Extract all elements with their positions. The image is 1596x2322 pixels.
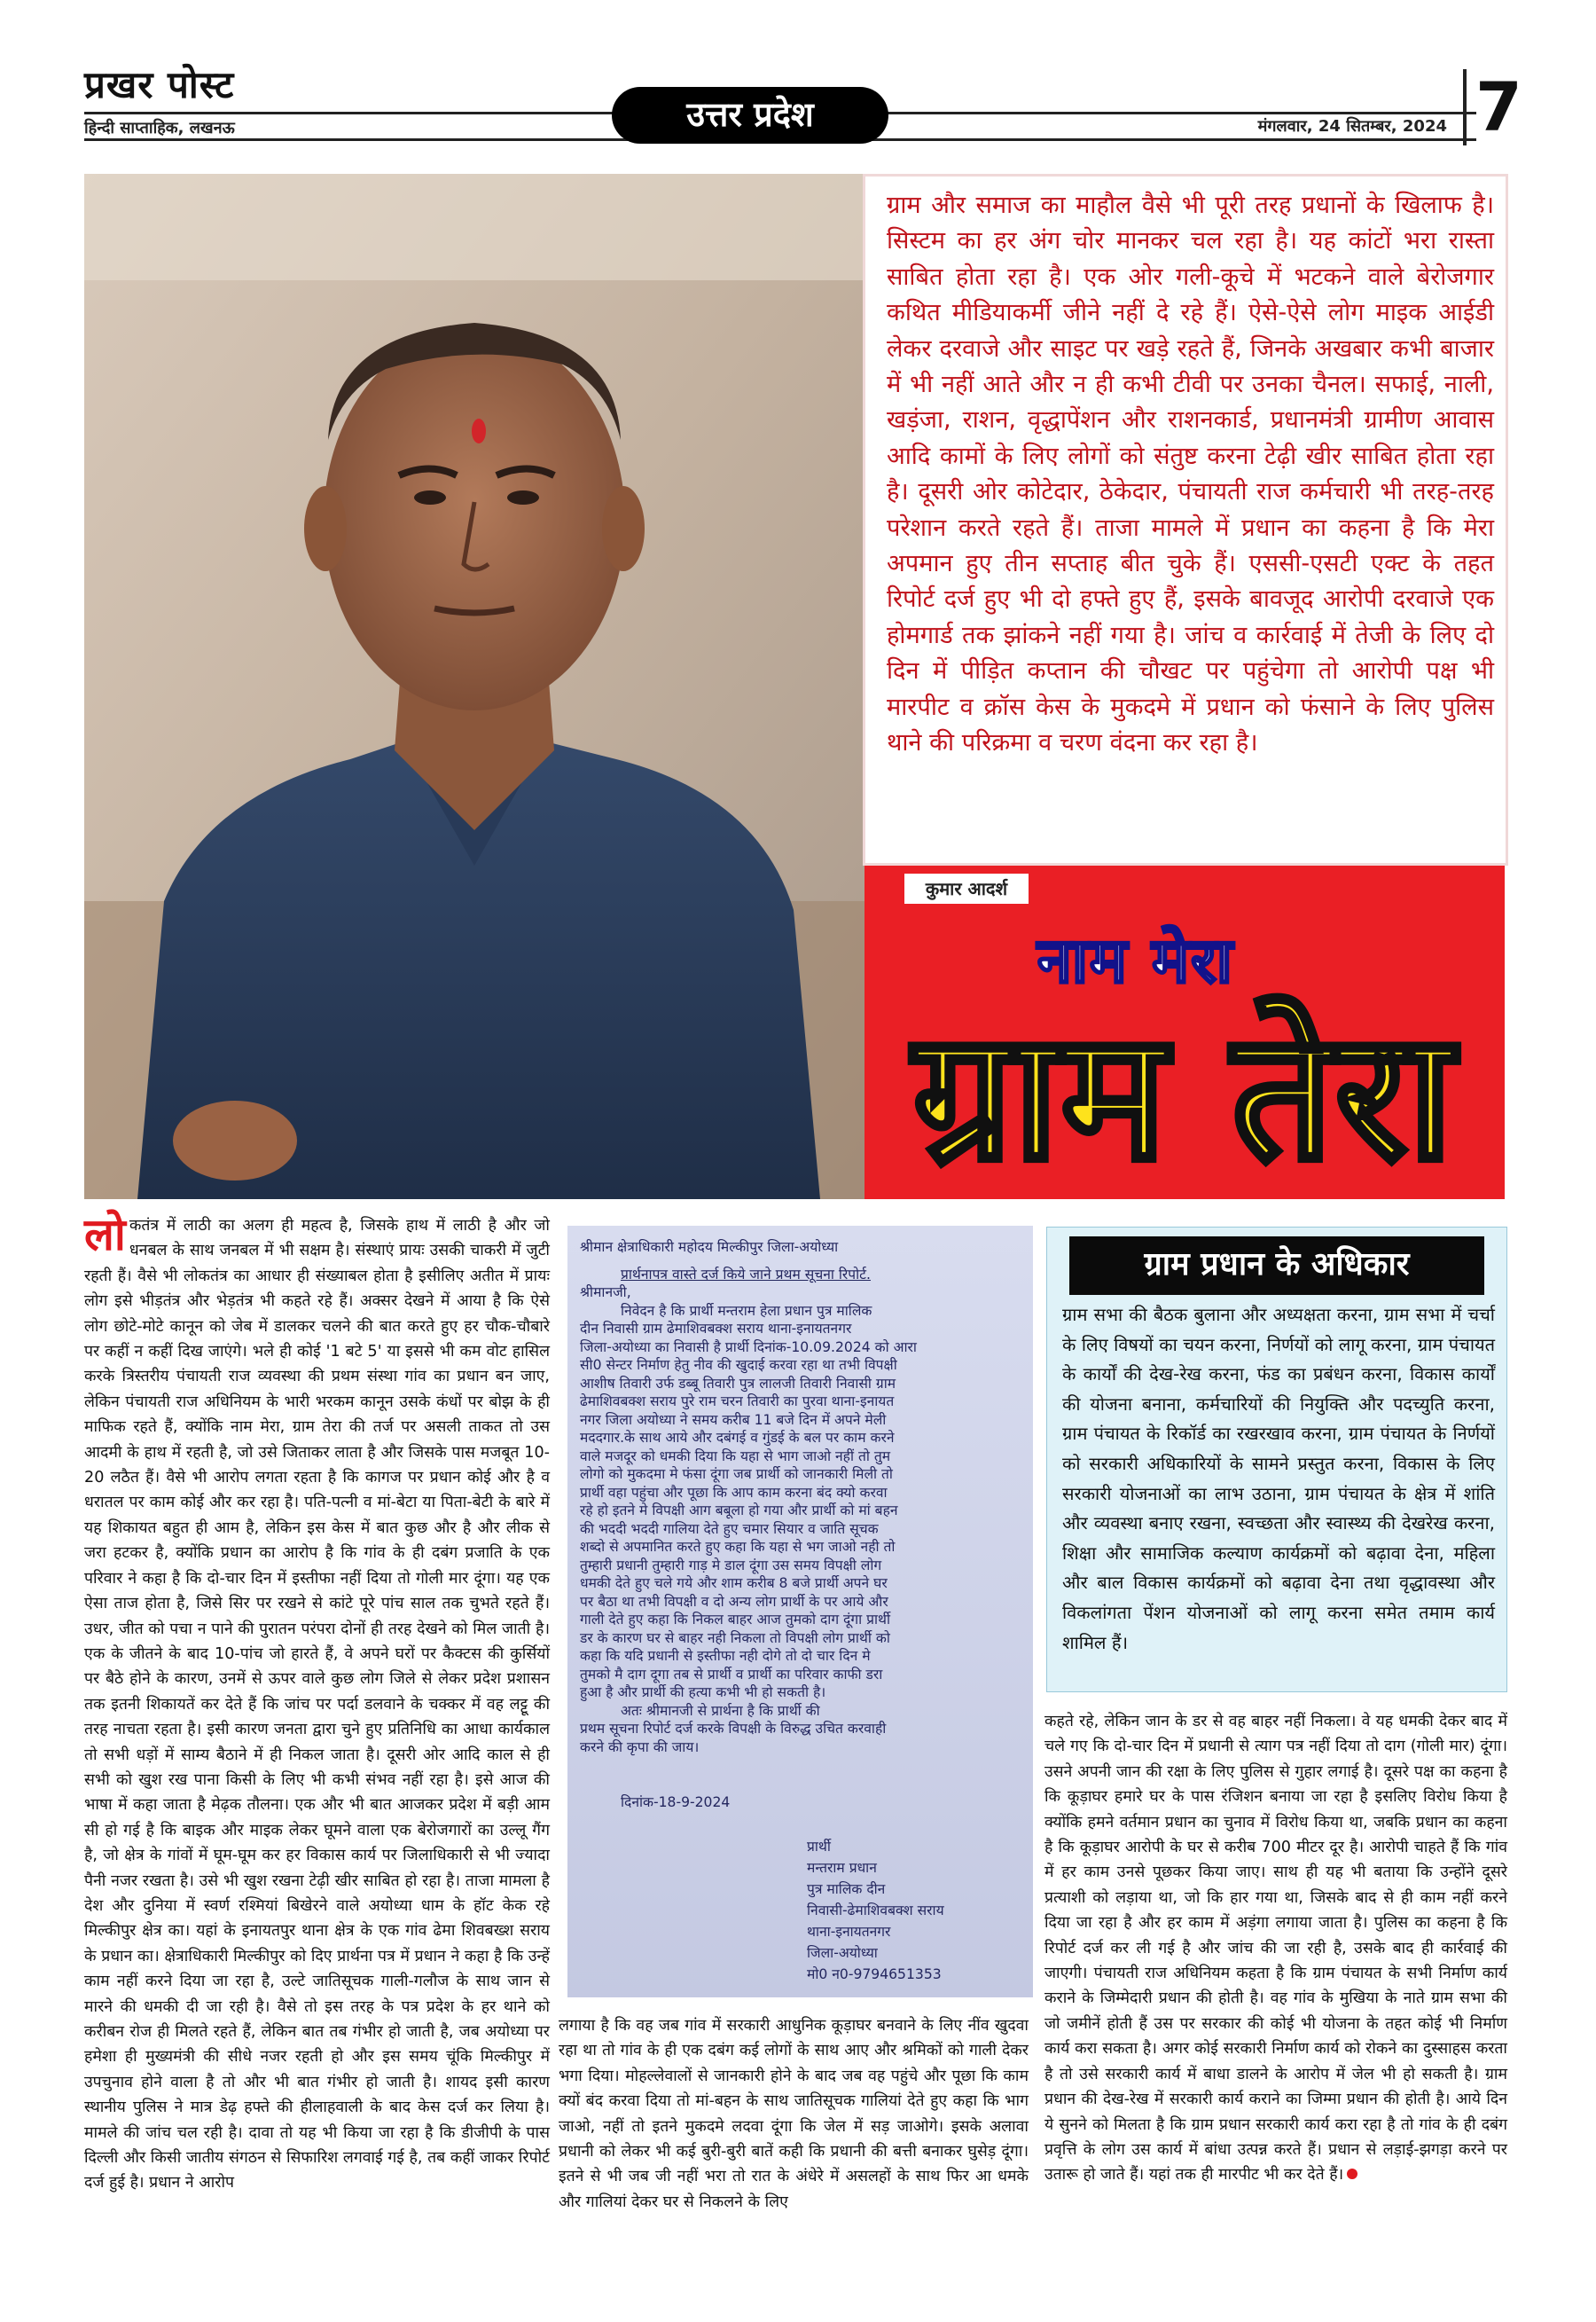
letter-line: दीन निवासी ग्राम ढेमाशिवबक्श सराय थाना-इनायतनगर [580, 1321, 852, 1337]
portrait-photo [84, 174, 864, 1199]
letter-line: डर के कारण घर से बाहर नही निकला तो विपक्षी लोग प्रार्थी को [580, 1629, 890, 1646]
letter-line: प्रथम सूचना रिपोर्ट दर्ज करके विपक्षी के विरुद्ध उचित करवाही [580, 1721, 887, 1737]
rights-heading: ग्राम प्रधान के अधिकार [1069, 1236, 1484, 1295]
letter-line: अतः श्रीमानजी से प्रार्थना है कि प्रार्थी की [621, 1702, 820, 1719]
article-right-text: कहते रहे, लेकिन जान के डर से वह बाहर नहीं निकला। वे यह धमकी देकर बाद में चले गए कि दो-चार दिन में प्रधानी से त्याग पत्र नहीं दिया तो दाग (गोली मार) दूंगा। उसने अपनी जान की रक्षा के लिए पुलिस से गुहार लगाई है। दूसरे पक्ष का कहना है कि कूड़ाघर हमारे घर के पास रंजिशन बनाया जा रहा है इसलिए विरोध किया है क्योंकि हमने वर्तमान प्रधान का चुनाव में विरोध किया था, जबकि प्रधान का कहना है कि कूड़ाघर आरोपी के घर से करीब 700 मीटर दूर है। आरोपी चाहते हैं कि गांव में हर काम उनसे पूछकर किया जाए। साथ ही यह भी बताया कि उन्होंने दूसरे प्रत्याशी को लड़ाया था, जो कि हार गया था, जिसके बाद से ही काम नहीं करने दिया जा रहा है और हर काम में अड़ंगा लगाया जाता है। पुलिस का कहना है कि रिपोर्ट दर्ज कर ली गई है और जांच की जा रही है, उसके बाद ही कार्रवाई की जाएगी। पंचायती राज अधिनियम कहता है कि ग्राम पंचायत के सभी निर्माण कार्य कराने के जिम्मेदारी प्रधान की होती है। वह गांव के मुखिया के नाते ग्राम सभा की जो जमीनें होती हैं उस पर सरकार की कोई भी योजना के तहत कोई भी निर्माण कार्य करा सकता है। अगर कोई सरकारी निर्माण कार्य को रोकने का दुस्साहस करता है तो उसे सरकारी कार्य में बाधा डालने के आरोप में जेल भी हो सकती है। ग्राम प्रधान की देख-रेख में सरकारी कार्य कराने का जिम्मा प्रधान की होती है। आये दिन ये सुनने को मिलता है कि ग्राम प्रधान सरकारी कार्य करा रहा है तो गांव के ही दबंग प्रवृत्ति के लोग उस कार्य में बांधा उत्पन्न करते हैं। प्रधान से लड़ाई-झगड़ा करने पर उतारू हो जाते हैं। यहां तक ही मारपीट भी कर देते हैं। [1044, 1713, 1507, 2185]
headline-kicker: नाम मेरा [1037, 924, 1234, 997]
letter-line: पर बैठा था तभी विपक्षी व दो अन्य लोग प्रार्थी के पर आये और [580, 1593, 888, 1610]
letter-line: धमकी देते हुए चले गये और शाम करीब 8 बजे प्रार्थी अपने घर [580, 1575, 888, 1591]
letter-line: प्रार्थनापत्र वास्ते दर्ज किये जाने प्रथम सूचना रिपोर्ट. [621, 1266, 871, 1283]
letter-line: श्रीमानजी, [580, 1284, 631, 1300]
intro-paragraph: ग्राम और समाज का माहौल वैसे भी पूरी तरह प्रधानों के खिलाफ है। सिस्टम का हर अंग चोर मानकर चल रहा है। यह कांटों भरा रास्ता साबित होता रहा है। एक ओर गली-कूचे में भटकने वाले बेरोजगार कथित मीडियाकर्मी जीने नहीं दे रहे हैं। ऐसे-ऐसे लोग माइक आईडी लेकर दरवाजे और साइट पर खड़े रहते हैं, जिनके अखबार कभी बाजार में भी नहीं आते और न ही कभी टीवी पर उनका चैनल। सफाई, नाली, खड़ंजा, राशन, वृद्धापेंशन और राशनकार्ड, प्रधानमंत्री ग्रामीण आवास आदि कामों के लिए लोगों को संतुष्ट करना टेढ़ी खीर साबित होता रहा है। दूसरी ओर कोटेदार, ठेकेदार, पंचायती राज कर्मचारी भी तरह-तरह परेशान करते रहते हैं। ताजा मामले में प्रधान का कहना है कि मेरा अपमान हुए तीन सप्ताह बीत चुके हैं। एससी-एसटी एक्ट के तहत रिपोर्ट दर्ज हुए भी दो हफ्ते हुए हैं, इसके बावजूद आरोपी दरवाजे एक होमगार्ड तक झांकने नहीं गया है। जांच व कार्रवाई में तेजी के लिए दो दिन में पीड़ित कप्तान की चौखट पर पहुंचेगा तो आरोपी पक्ष भी मारपीट व क्रॉस केस के मुकदमे में प्रधान को फंसाने के लिए पुलिस थाने की परिक्रमा व चरण वंदना कर रहा है। [887, 192, 1494, 757]
letter-line: गाली देते हुए कहा कि निकल बाहर आज तुमको दाग दूंगा प्रार्थी [580, 1612, 891, 1628]
issue-date: मंगलवार, 24 सितम्बर, 2024 [1257, 117, 1447, 136]
rights-text: ग्राम सभा की बैठक बुलाना और अध्यक्षता करना, ग्राम सभा में चर्चा के लिए विषयों का चयन करना, निर्णयों को लागू करना, ग्राम पंचायत के कार्यों की देख-रेख करना, फंड का प्रबंधन करना, विकास कार्यों की योजना बनाना, कर्मचारियों की नियुक्ति और पदच्युति करना, ग्राम पंचायत के रिकॉर्ड का रखरखाव करना, ग्राम पंचायत के निर्णयों को सरकारी अधिकारियों के सामने प्रस्तुत करना, विकास के लिए सरकारी योजनाओं का लाभ उठाना, ग्राम पंचायत के क्षेत्र में शांति और व्यवस्था बनाए रखना, स्वच्छता और स्वास्थ्य की देखरेख करना, शिक्षा और सामाजिक कल्याण कार्यक्रमों को बढ़ावा देना, महिला और बाल विकास कार्यक्रमों को बढ़ावा देना तथा वृद्धावस्था और विकलांगता पेंशन योजनाओं को लागू करना समेत तमाम कार्य शामिल हैं। [1062, 1304, 1495, 1653]
newspaper-subtitle: हिन्दी साप्ताहिक, लखनऊ [84, 119, 235, 137]
page-number: 7 [1463, 69, 1522, 145]
letter-line: रहे हो इतने मे विपक्षी आग बबूला हो गया और प्रार्थी को मां बहन [580, 1502, 898, 1518]
letter-signature-line: प्रार्थी [807, 1839, 831, 1855]
letter-signature-line: मो0 न0-9794651353 [807, 1966, 942, 1982]
letter-line: वाले मजदूर को धमकी दिया कि यहा से भाग जाओ नहीं तो तुम [580, 1447, 891, 1464]
masthead [0, 0, 1596, 146]
letter-line: की भददी भददी गालिया देते हुए चमार सियार व जाति सूचक [580, 1520, 879, 1537]
letter-line: हुआ है और प्रार्थी की हत्या कभी भी हो सकती है। [580, 1684, 826, 1700]
letter-line: निवेदन है कि प्रार्थी मन्तराम हेला प्रधान पुत्र मालिक [621, 1302, 872, 1319]
byline: कुमार आदर्श [904, 874, 1029, 904]
letter-line: जिला-अयोध्या का निवासी है प्रार्थी दिनांक-10.09.2024 को आरा [580, 1338, 917, 1355]
letter-signature-line: थाना-इनायतनगर [807, 1924, 891, 1940]
letter-line: तुम्हारी प्रधानी तुम्हारी गाड़ मे डाल दूंगा उस समय विपक्षी लोग [580, 1557, 882, 1573]
letter-date: दिनांक-18-9-2024 [621, 1794, 731, 1810]
newspaper-name: प्रखर पोस्ट [84, 63, 235, 106]
letter-signature-line: पुत्र मालिक दीन [807, 1881, 886, 1897]
letter-signature-line: जिला-अयोध्या [807, 1945, 878, 1961]
letter-line: मददगार.के साथ आये और दबंगई व गुंडई के बल पर काम करने [580, 1430, 895, 1446]
letter-line: प्रार्थी वहा पहुंचा और पूछा कि आप काम करना बंद क्यो करवा [580, 1484, 888, 1501]
letter-line: लोगो को मुकदमा मे फंसा दूंगा जब प्रार्थी को जानकारी मिली तो [580, 1466, 893, 1482]
headline-main: ग्राम तेरा [912, 993, 1456, 1200]
article-column-left [84, 1209, 550, 2196]
article-column-right [1044, 1709, 1507, 2188]
complaint-letter-image [567, 1226, 1033, 1997]
letter-line: सी0 सेन्टर निर्माण हेतु नीव की खुदाई करवा रहा था तभी विपक्षी [580, 1357, 897, 1373]
letter-line: श्रीमान क्षेत्राधिकारी महोदय मिल्कीपुर जिला-अयोध्या [580, 1239, 839, 1255]
section-label: उत्तर प्रदेश [612, 87, 888, 144]
article-column-middle: लगाया है कि वह जब गांव में सरकारी आधुनिक कूड़ाघर बनवाने के लिए नींव खुदवा रहा था तो गांव के ही एक दबंग कई लोगों के साथ आए और श्रमिकों को गाली देकर भगा दिया। मोहल्लेवालों से जानकारी होने के बाद जब वह पहुंचे और पूछा कि काम क्यों बंद करवा दिया तो मां-बहन के साथ जातिसूचक गालियां देते हुए कहा कि भाग जाओ, नहीं तो इतने मुकदमे लदवा दूंगा कि जेल में सड़ जाओगे। इसके अलावा प्रधानी को लेकर भी कई बुरी-बुरी बातें कही कि प्रधानी की बत्ती बनाकर घुसेड़ दूंगा। इतने से भी जब जी नहीं भरा तो रात के अंधेरे में असलहों के साथ फिर आ धमके और गालियां देकर घर से निकलने के लिए [559, 2017, 1029, 2211]
portrait-icon [84, 174, 864, 1199]
letter-line: कहा कि यदि प्रधानी से इस्तीफा नही दोगे तो दो चार दिन मे [580, 1648, 871, 1664]
article-left-text: कतंत्र में लाठी का अलग ही महत्व है, जिसके हाथ में लाठी है और जो धनबल के साथ जनबल में भी सक्षम है। संस्थाएं प्रायः उसकी चाकरी में जुटी रहती हैं। वैसे भी लोकतंत्र का आधार ही संख्याबल होता है इसीलिए अतीत में प्रायः लोग इसे भीड़तंत्र और भेड़तंत्र भी कहते रहे हैं। अक्सर देखने में आया है कि ऐसे लोग छोटे-मोटे कानून को जेब में डालकर चलने की बात करते हुए हर चौक-चौबारे पर कहीं न कहीं दिख जाएंगे। भले ही कोई '1 बटे 5' या इससे भी कम वोट हासिल करके त्रिस्तरीय पंचायती राज व्यवस्था की प्रथम संस्था गांव का प्रधान बन जाए, लेकिन पंचायती राज अधिनियम के भारी भरकम कानून उसके कंधों पर बोझ के ही माफिक रहते हैं, क्योंकि नाम मेरा, ग्राम तेरा की तर्ज पर असली ताकत तो उस आदमी के हाथ में रहती है, जो उसे जिताकर लाता है और जिसके पास मजबूत 10-20 लठैत हैं। वैसे भी आरोप लगता रहता है कि कागज पर प्रधान कोई और है व धरातल पर काम कोई और कर रहा है। पति-पत्नी व मां-बेटा या पिता-बेटी के बारे में यह शिकायत बहुत ही आम है, लेकिन इस केस में बात कुछ और है और लीक से जरा हटकर है, क्योंकि प्रधान का आरोप है कि गांव के ही दबंग प्रजाति के एक परिवार ने कहा है कि दो-चार दिन में इस्तीफा नहीं दिया तो गोली मार दूंगा। यह एक ऐसा ताज होता है, जिसे सिर पर रखने से कांटे पूरे पांच साल तक चुभते रहते हैं। उधर, जीत को पचा न पाने की पुरातन परंपरा दोनों ही तरह देखने को मिल जाती है। एक के जीतने के बाद 10-पांच जो हारते हैं, वे अपने घरों पर कैक्टस की कुर्सियों पर बैठे होने के कारण, उनमें से ऊपर वाले कुछ लोग जिले से लेकर प्रदेश प्रशासन तक इतनी शिकायतें कर देते हैं कि जांच पर पर्दा डलवाने के चक्कर में वह लट्टू की तरह नाचता रहता है। इसी कारण जनता द्वारा चुने हुए प्रतिनिधि का आधा कार्यकाल तो सभी धड़ों में साम्य बैठाने में ही निकल जाता है। दूसरी ओर आदि काल से ही सभी को खुश रख पाना किसी के लिए भी कभी संभव नहीं रहा है। इसे आज की भाषा में कहा जाता है मेढ़क तौलना। एक और भी बात आजकर प्रदेश में बड़ी आम सी हो गई है कि बाइक और माइक लेकर घूमने वाला एक बेरोजगारों का उल्लू गैंग है, जो क्षेत्र के गांवों में घूम-घूम कर हर विकास कार्य पर जिलाधिकारी से भी ज्यादा पैनी नजर रखता है। उसे भी खुश रखना टेढ़ी खीर साबित हो रहा है। ताजा मामला है देश और दुनिया में स्वर्ण रश्मियां बिखेरने वाले अयोध्या धाम के हॉट केक रहे मिल्कीपुर क्षेत्र का। यहां के इनायतपुर थाना क्षेत्र के एक गांव ढेमा शिवबख्श सराय के प्रधान का। क्षेत्राधिकारी मिल्कीपुर को दिए प्रार्थना पत्र में प्रधान ने कहा है कि उन्हें काम नहीं करने दिया जा रहा है, उल्टे जातिसूचक गाली-गलौज के साथ जान से मारने की धमकी दी जा रही है। वैसे तो इस तरह के पत्र प्रदेश के हर थाने को करीबन रोज ही मिलते रहते हैं, लेकिन बात तब गंभीर हो जाती है, जब अयोध्या पर हमेशा ही मुख्यमंत्री की सीधे नजर रहती हो और इस समय चूंकि मिल्कीपुर में उपचुनाव होने वाला है तो और भी बात गंभीर हो जाती है। शायद इसी कारण स्थानीय पुलिस ने मात्र डेढ़ हफ्ते की हीलाहवाली के बाद केस दर्ज कर लिया है। मामले की जांच चल रही है। दावा तो यह भी किया जा रहा है कि डीजीपी के पास दिल्ली और किसी जातीय संगठन से सिफारिश लगवाई गई है, तब कहीं जाकर रिपोर्ट दर्ज हुई है। प्रधान ने आरोप [84, 1217, 550, 2193]
letter-signature-line: मन्तराम प्रधान [807, 1860, 877, 1876]
letter-line: करने की कृपा की जाय। [580, 1738, 700, 1755]
letter-line: शब्दो से अपमानित करते हुए कहा कि यहा से भग जाओ नही तो [580, 1539, 896, 1555]
letter-line: नगर जिला अयोध्या ने समय करीब 11 बजे दिन में अपने मेली [580, 1411, 887, 1428]
letter-line: ढेमाशिवबक्श सराय पुरे राम चरन तिवारी का पुरवा थाना-इनायत [580, 1393, 895, 1409]
letter-line: आशीष तिवारी उर्फ डब्बू तिवारी पुत्र लालजी तिवारी निवासी ग्राम [580, 1375, 896, 1392]
letter-line: तुमको मै दाग दूगा तब से प्रार्थी व प्रार्थी का परिवार काफी डरा [580, 1666, 883, 1683]
letter-signature-line: निवासी-ढेमाशिवबक्श सराय [807, 1902, 944, 1918]
dropcap: लो [84, 1209, 126, 1260]
end-marker-icon [1347, 2169, 1357, 2179]
